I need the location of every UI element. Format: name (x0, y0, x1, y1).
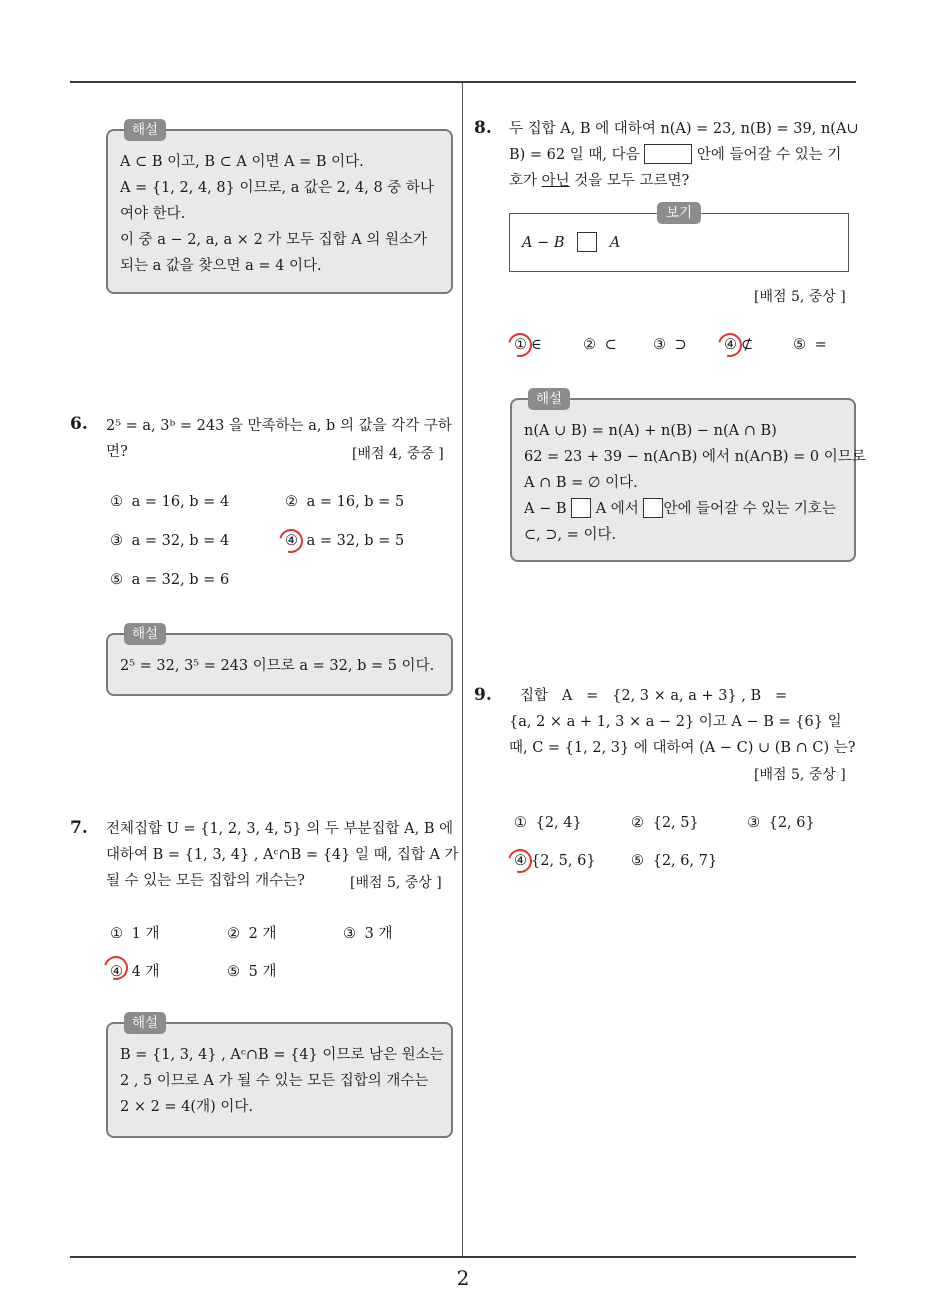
option-text: = (814, 337, 827, 353)
option-number: ① (110, 494, 123, 510)
question-7-line-3: 될 수 있는 모든 집합의 개수는? (106, 873, 305, 889)
bottom-rule (70, 1256, 856, 1258)
question-number-7: 7. (70, 818, 88, 838)
option-number: ④ (724, 337, 737, 353)
explanation-line (524, 496, 842, 522)
q6-option-5[interactable] (110, 572, 229, 588)
option-text: a = 16, b = 4 (131, 494, 230, 510)
explanation-line: 여야 한다. (120, 206, 186, 222)
explanation-line: 2⁵ = 32, 3⁵ = 243 이므로 a = 32, b = 5 이다. (120, 658, 435, 674)
question-9-score: [배점 5, 중상 ] (754, 767, 846, 783)
explanation-line: n(A ∪ B) = n(A) + n(B) − n(A ∩ B) (524, 423, 777, 439)
explanation-tag: 해설 (124, 1012, 166, 1034)
blank-box (644, 144, 692, 164)
top-rule (70, 81, 856, 83)
bogi-box (509, 205, 849, 272)
question-number-9: 9. (474, 685, 492, 705)
explanation-box-q8 (510, 391, 866, 562)
option-text: {2, 4} (535, 815, 582, 831)
option-text: {2, 6} (768, 815, 815, 831)
q6-option-1[interactable] (110, 494, 229, 510)
option-number: ③ (747, 815, 760, 831)
option-text: {2, 5, 6} (531, 853, 596, 869)
question-8-line-3 (509, 168, 689, 194)
option-text: 1 개 (131, 926, 160, 942)
q9-option-2[interactable] (631, 815, 699, 831)
option-number: ③ (653, 337, 666, 353)
explanation-box-q6 (106, 626, 453, 696)
answer-circle-mark (714, 329, 747, 362)
explanation-line: 되는 a 값을 찾으면 a = 4 이다. (120, 258, 322, 274)
option-number: ② (583, 337, 596, 353)
question-6-line-2: 면? (106, 444, 128, 460)
question-7-line-1: 전체집합 U = {1, 2, 3, 4, 5} 의 두 부분집합 A, B 에 (106, 821, 454, 837)
explanation-line: 2 × 2 = 4(개) 이다. (120, 1099, 253, 1115)
q8-line-2-end: 안에 들어갈 수 있는 기 (696, 147, 842, 163)
option-number: ⑤ (631, 853, 644, 869)
option-number: ④ (110, 964, 123, 980)
answer-circle-mark (504, 845, 537, 878)
question-9-line-1: 집합 A = {2, 3 × a, a + 3} , B = (520, 688, 788, 704)
question-number-6: 6. (70, 414, 88, 434)
option-number: ② (227, 926, 240, 942)
explanation-box-q5 (106, 122, 453, 294)
question-7-line-2: 대하여 B = {1, 3, 4} , Aᶜ∩B = {4} 일 때, 집합 A 가 (106, 847, 459, 863)
blank-box (643, 498, 663, 518)
q8-underlined-word: 아닌 (541, 173, 570, 189)
option-text: 4 개 (131, 964, 160, 980)
option-text: a = 32, b = 5 (306, 533, 405, 549)
bogi-tag: 보기 (657, 202, 701, 224)
q8-line-3-start: 호가 (509, 173, 538, 189)
option-text: ⊃ (674, 337, 687, 353)
answer-circle-mark (504, 329, 537, 362)
q9-option-1[interactable] (514, 815, 582, 831)
option-text: ⊄ (741, 337, 754, 353)
option-text: ∈ (531, 337, 542, 353)
explanation-box-q7 (106, 1015, 453, 1138)
question-6-score: [배점 4, 중중 ] (352, 446, 444, 462)
q9-option-5[interactable] (631, 853, 717, 869)
expl-part: A − B (524, 501, 567, 517)
option-number: ④ (285, 533, 298, 549)
option-number: ③ (343, 926, 356, 942)
q8-line-2-start: B) = 62 일 때, 다음 (509, 147, 640, 163)
option-text: {2, 6, 7} (652, 853, 718, 869)
q6-option-2[interactable] (285, 494, 404, 510)
question-7-score: [배점 5, 중상 ] (350, 875, 442, 891)
option-number: ② (631, 815, 644, 831)
option-number: ① (514, 815, 527, 831)
q8-option-2[interactable] (583, 337, 617, 353)
explanation-line: 2 , 5 이므로 A 가 될 수 있는 모든 집합의 개수는 (120, 1073, 429, 1089)
q9-option-3[interactable] (747, 815, 815, 831)
option-number: ① (514, 337, 527, 353)
q7-option-5[interactable] (227, 960, 276, 981)
option-text: 3 개 (364, 926, 393, 942)
option-text: a = 16, b = 5 (306, 494, 405, 510)
option-text: 2 개 (248, 926, 277, 942)
explanation-line: 이 중 a − 2, a, a × 2 가 모두 집합 A 의 원소가 (120, 232, 427, 248)
q6-option-3[interactable] (110, 533, 229, 549)
option-text: ⊂ (604, 337, 617, 353)
explanation-tag: 해설 (528, 388, 570, 410)
answer-circle-mark (275, 525, 308, 558)
bogi-right: A (609, 235, 621, 251)
page-number: 2 (456, 1266, 470, 1290)
question-8-score: [배점 5, 중상 ] (754, 289, 846, 305)
explanation-line: A = {1, 2, 4, 8} 이므로, a 값은 2, 4, 8 중 하나 (120, 180, 434, 196)
question-8-line-2 (509, 142, 841, 168)
option-number: ⑤ (793, 337, 806, 353)
explanation-line: B = {1, 3, 4} , Aᶜ∩B = {4} 이므로 남은 원소는 (120, 1047, 444, 1063)
question-8-line-1: 두 집합 A, B 에 대하여 n(A) = 23, n(B) = 39, n(A∪ (509, 121, 859, 137)
question-6-line-1: 2⁵ = a, 3ᵇ = 243 을 만족하는 a, b 의 값을 각각 구하 (106, 418, 452, 434)
explanation-line: 62 = 23 + 39 − n(A∩B) 에서 n(A∩B) = 0 이므로 (524, 449, 866, 465)
option-number: ⑤ (227, 964, 240, 980)
q8-option-5[interactable] (793, 337, 827, 353)
q8-line-3-end: 것을 모두 고르면? (574, 173, 690, 189)
option-number: ④ (514, 853, 527, 869)
explanation-line: A ∩ B = ∅ 이다. (524, 475, 638, 491)
bogi-left: A − B (522, 235, 565, 251)
q7-option-2[interactable] (227, 922, 276, 943)
column-divider (462, 83, 463, 1256)
q7-option-3[interactable] (343, 922, 392, 943)
option-text: 5 개 (248, 964, 277, 980)
option-number: ③ (110, 533, 123, 549)
expl-part: 안에 들어갈 수 있는 기호는 (663, 501, 836, 517)
q7-option-1[interactable] (110, 922, 159, 943)
option-number: ① (110, 926, 123, 942)
explanation-tag: 해설 (124, 119, 166, 141)
question-number-8: 8. (474, 118, 492, 138)
option-number: ② (285, 494, 298, 510)
expl-part: A 에서 (595, 501, 639, 517)
explanation-tag: 해설 (124, 623, 166, 645)
blank-box (571, 498, 591, 518)
blank-box (577, 232, 597, 252)
option-text: a = 32, b = 6 (131, 572, 230, 588)
option-text: a = 32, b = 4 (131, 533, 230, 549)
explanation-line: ⊂, ⊃, = 이다. (524, 527, 617, 543)
question-9-line-3: 때, C = {1, 2, 3} 에 대하여 (A − C) ∪ (B ∩ C) 는? (509, 740, 856, 756)
option-text: {2, 5} (652, 815, 699, 831)
explanation-line: A ⊂ B 이고, B ⊂ A 이면 A = B 이다. (120, 154, 364, 170)
question-9-line-2: {a, 2 × a + 1, 3 × a − 2} 이고 A − B = {6} 일 (509, 714, 842, 730)
q8-option-3[interactable] (653, 337, 687, 353)
option-number: ⑤ (110, 572, 123, 588)
